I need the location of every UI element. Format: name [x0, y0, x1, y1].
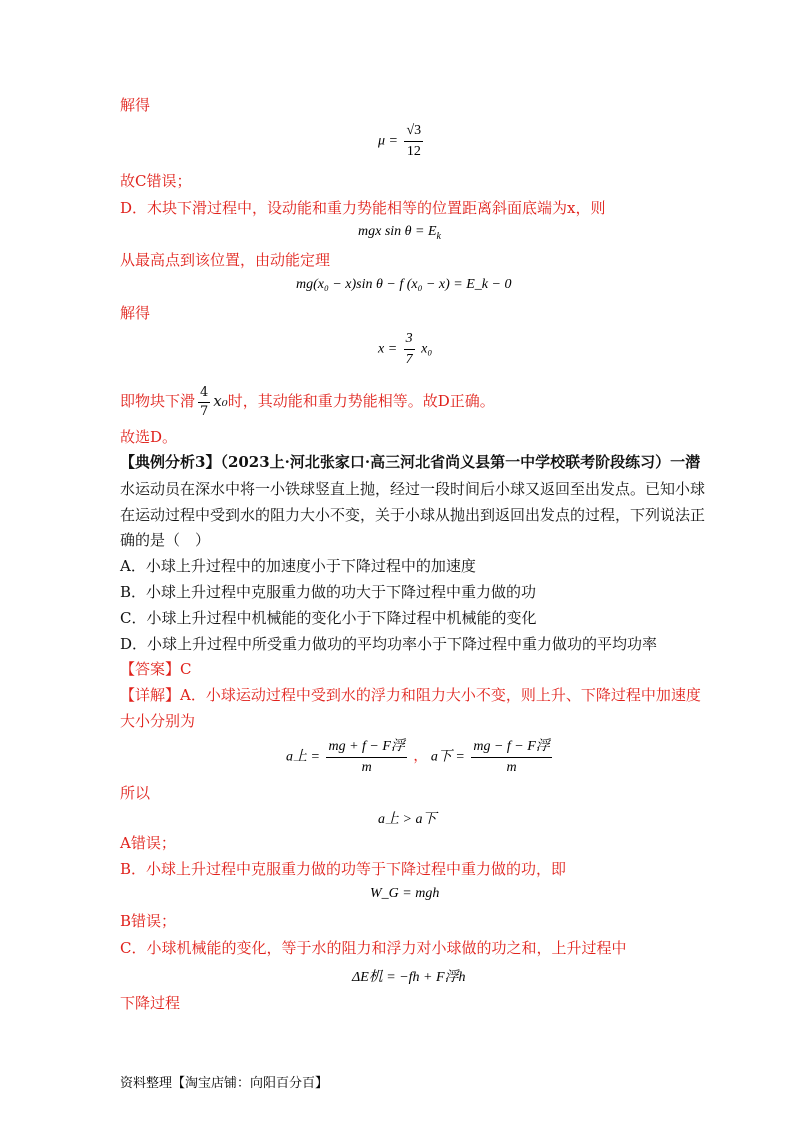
formula-energy: ΔE机 = −fh + F浮h: [352, 970, 466, 985]
text-line: C．小球机械能的变化，等于水的阻力和浮力对小球做的功之和，上升过程中: [120, 939, 627, 957]
option-c: C．小球上升过程中机械能的变化小于下降过程中机械能的变化: [120, 609, 537, 627]
formula-part: mgx sin θ = E: [358, 224, 437, 239]
option-b: B．小球上升过程中克服重力做的功大于下降过程中重力做的功: [120, 583, 537, 601]
denominator: m: [361, 760, 372, 775]
numerator: mg − f − F浮: [471, 738, 551, 758]
formula-part: a上 =: [286, 749, 320, 765]
text-line: 从最高点到该位置，由动能定理: [120, 251, 331, 269]
formula-part: x₀: [421, 341, 433, 357]
text-part: 时，其动能和重力势能相等。故D正确。: [227, 392, 495, 410]
text-line: 故C错误；: [120, 172, 192, 190]
text-line: A错误；: [120, 834, 176, 852]
denominator: 7: [405, 352, 413, 367]
text-line: B．小球上升过程中克服重力做的功等于下降过程中重力做的功，即: [120, 860, 567, 878]
fraction: [404, 330, 415, 369]
text-line: 【详解】A．小球运动过程中受到水的浮力和阻力大小不变，则上升、下降过程中加速度: [120, 686, 701, 704]
text-part: 即物块下滑: [120, 392, 196, 410]
formula-compare: a上 > a下: [378, 812, 437, 827]
text-line: D．木块下滑过程中，设动能和重力势能相等的位置距离斜面底端为x，则: [120, 199, 606, 217]
option-d: D．小球上升过程中所受重力做功的平均功率小于下降过程中重力做功的平均功率: [120, 635, 658, 653]
text-line: 故选D。: [120, 428, 178, 446]
denominator: m: [506, 760, 517, 775]
formula-eq1: [358, 224, 441, 242]
fraction: [326, 738, 406, 777]
numerator: mg + f − F浮: [326, 738, 406, 758]
option-a: A．小球上升过程中的加速度小于下降过程中的加速度: [120, 557, 476, 575]
formula-mu: [378, 122, 426, 161]
answer-line: 【答案】C: [120, 660, 192, 678]
example-heading: 【典例分析3】（2023上·河北张家口·高三河北省尚义县第一中学校联考阶段练习）一潜: [120, 453, 701, 471]
formula-acceleration: [286, 738, 555, 777]
inline-fraction: [198, 385, 210, 420]
denominator: 7: [200, 403, 209, 419]
formula-work: W_G = mgh: [370, 886, 440, 901]
fraction: [404, 122, 423, 161]
page-footer: 资料整理【淘宝店铺：向阳百分百】: [120, 1076, 329, 1091]
numerator: 4: [198, 385, 210, 403]
text-part: x₀: [213, 392, 228, 410]
text-line: 水运动员在深水中将一小铁球竖直上抛，经过一段时间后小球又返回至出发点。已知小球: [120, 480, 706, 498]
text-line: 解得: [120, 304, 151, 322]
denominator: 12: [406, 144, 421, 159]
numerator: √3: [404, 122, 423, 142]
text-line: 下降过程: [120, 994, 181, 1012]
text-line: 在运动过程中受到水的阻力大小不变，关于小球从抛出到返回出发点的过程，下列说法正: [120, 506, 706, 524]
separator: ，: [413, 749, 428, 765]
numerator: 3: [404, 330, 415, 350]
text-line: 确的是（ ）: [120, 531, 211, 549]
formula-part: a下 =: [430, 749, 465, 765]
formula-sub: k: [436, 230, 441, 242]
text-line: [120, 382, 495, 422]
formula-part: x =: [378, 341, 398, 357]
text-line: 解得: [120, 96, 151, 114]
text-line: B错误；: [120, 912, 177, 930]
text-line: 大小分别为: [120, 712, 196, 730]
fraction: [471, 738, 551, 777]
formula-x: [378, 330, 432, 369]
formula-part: μ =: [378, 133, 398, 149]
formula-eq2: mg(x₀ − x)sin θ − f (x₀ − x) = E_k − 0: [296, 277, 512, 292]
text-line: 所以: [120, 784, 151, 802]
